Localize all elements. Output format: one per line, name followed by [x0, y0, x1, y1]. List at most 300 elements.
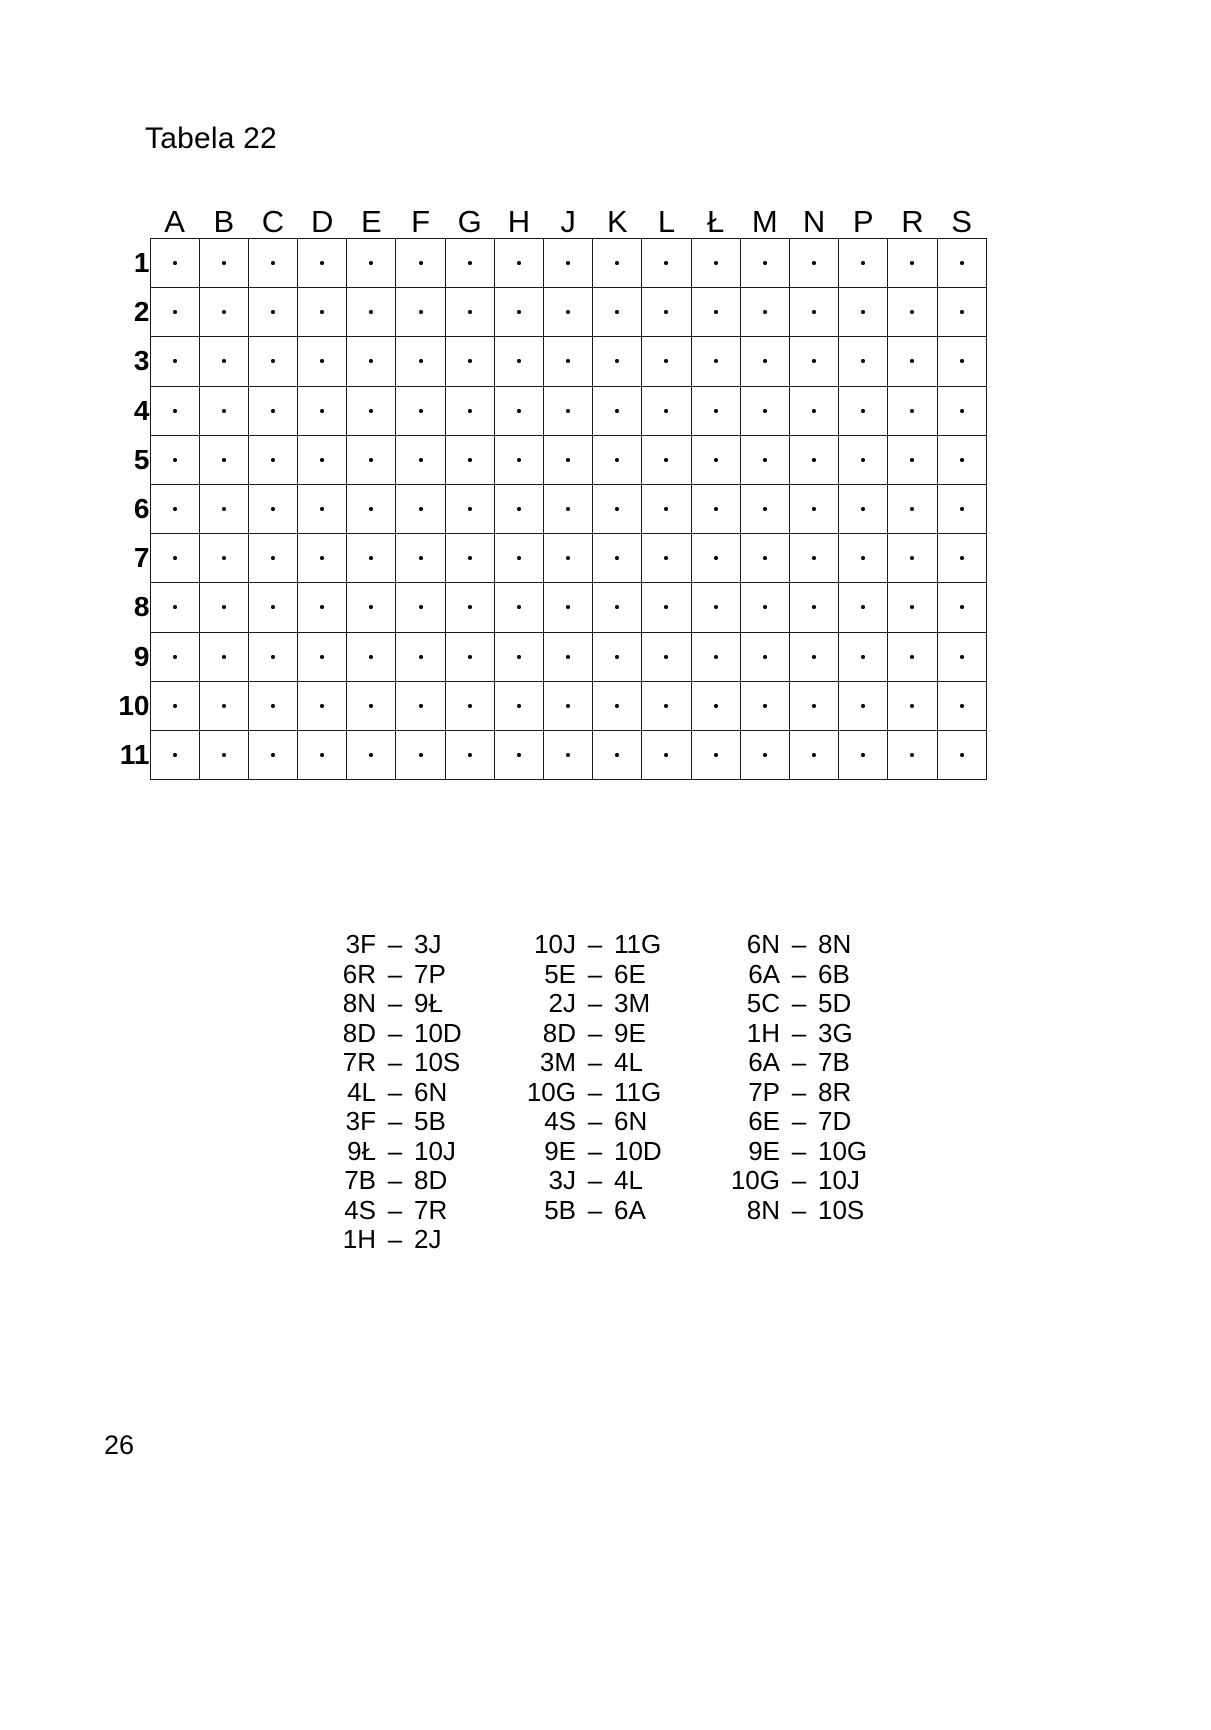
- grid-cell[interactable]: [298, 583, 347, 632]
- grid-cell[interactable]: [248, 681, 297, 730]
- grid-row: [100, 730, 986, 779]
- grid-cell[interactable]: [150, 239, 199, 288]
- grid-cell[interactable]: [691, 632, 740, 681]
- dot-marker-icon: [222, 605, 226, 609]
- dot-marker-icon: [714, 753, 718, 757]
- grid-cell[interactable]: [593, 681, 642, 730]
- pair-to: 8R: [818, 1076, 852, 1107]
- grid-cell[interactable]: [298, 435, 347, 484]
- grid-cell[interactable]: [347, 730, 396, 779]
- grid-cell[interactable]: [839, 435, 888, 484]
- dot-marker-icon: [566, 556, 570, 560]
- grid-cell[interactable]: [396, 632, 445, 681]
- dot-marker-icon: [714, 655, 718, 659]
- grid-row: [100, 583, 986, 632]
- grid-cell[interactable]: [839, 386, 888, 435]
- grid-cell[interactable]: [347, 435, 396, 484]
- grid-cell[interactable]: [740, 435, 789, 484]
- grid-cell[interactable]: [740, 386, 789, 435]
- grid-cell[interactable]: [445, 681, 494, 730]
- grid-cell[interactable]: [937, 337, 986, 386]
- grid-cell[interactable]: [396, 386, 445, 435]
- grid-cell[interactable]: [248, 337, 297, 386]
- grid-cell[interactable]: [199, 239, 248, 288]
- grid-cell[interactable]: [347, 337, 396, 386]
- pair-from: 6R: [342, 958, 376, 989]
- grid-cell[interactable]: [396, 583, 445, 632]
- grid-row: [100, 288, 986, 337]
- grid-cell[interactable]: [740, 681, 789, 730]
- pair-from: 7R: [342, 1047, 376, 1077]
- grid-cell[interactable]: [839, 583, 888, 632]
- dot-marker-icon: [615, 409, 619, 413]
- grid-cell[interactable]: [593, 239, 642, 288]
- grid-cell[interactable]: [396, 337, 445, 386]
- grid-cell[interactable]: [642, 435, 691, 484]
- grid-cell[interactable]: [445, 632, 494, 681]
- dot-marker-icon: [419, 458, 423, 462]
- grid-cell[interactable]: [494, 681, 543, 730]
- grid-cell[interactable]: [199, 288, 248, 337]
- grid-cell[interactable]: [544, 534, 593, 583]
- grid-cell[interactable]: [347, 534, 396, 583]
- pair-from: 9E: [748, 1135, 780, 1166]
- pair-row: [318, 1137, 486, 1167]
- grid-cell[interactable]: [839, 534, 888, 583]
- grid-cell[interactable]: [888, 583, 937, 632]
- grid-cell[interactable]: [298, 239, 347, 288]
- grid-cell[interactable]: [691, 534, 740, 583]
- dot-marker-icon: [566, 409, 570, 413]
- dot-marker-icon: [812, 556, 816, 560]
- dot-marker-icon: [173, 605, 177, 609]
- dot-marker-icon: [763, 605, 767, 609]
- grid-cell[interactable]: [888, 534, 937, 583]
- grid-cell[interactable]: [937, 730, 986, 779]
- grid-cell[interactable]: [740, 632, 789, 681]
- dot-marker-icon: [861, 458, 865, 462]
- grid-header-row-group: [100, 196, 986, 239]
- dot-marker-icon: [615, 310, 619, 314]
- dot-marker-icon: [861, 359, 865, 363]
- grid-cell[interactable]: [150, 435, 199, 484]
- grid-cell[interactable]: [691, 730, 740, 779]
- dot-marker-icon: [960, 458, 964, 462]
- grid-cell[interactable]: [888, 730, 937, 779]
- grid-column-header: M: [751, 204, 778, 239]
- pair-from: 8D: [542, 1017, 576, 1048]
- pairs-column-1: [318, 930, 486, 1255]
- pair-from: 5B: [544, 1194, 576, 1225]
- grid-cell[interactable]: [347, 681, 396, 730]
- dot-marker-icon: [173, 556, 177, 560]
- grid-cell[interactable]: [691, 386, 740, 435]
- grid-cell[interactable]: [593, 730, 642, 779]
- grid-cell[interactable]: [888, 239, 937, 288]
- grid-cell[interactable]: [642, 386, 691, 435]
- pair-row: [318, 989, 486, 1019]
- grid-cell[interactable]: [937, 484, 986, 533]
- dot-marker-icon: [812, 261, 816, 265]
- grid-cell[interactable]: [298, 386, 347, 435]
- grid-cell[interactable]: [888, 288, 937, 337]
- grid-cell[interactable]: [445, 435, 494, 484]
- dot-marker-icon: [369, 310, 373, 314]
- grid-cell[interactable]: [544, 288, 593, 337]
- dot-marker-icon: [468, 310, 472, 314]
- grid-cell[interactable]: [642, 632, 691, 681]
- dot-marker-icon: [173, 753, 177, 757]
- pair-to: 10G: [818, 1135, 868, 1166]
- grid-cell[interactable]: [740, 583, 789, 632]
- dot-marker-icon: [173, 409, 177, 413]
- grid-cell[interactable]: [494, 337, 543, 386]
- dot-marker-icon: [517, 704, 521, 708]
- dot-marker-icon: [615, 261, 619, 265]
- pair-to: 10J: [414, 1135, 456, 1166]
- grid-cell[interactable]: [445, 534, 494, 583]
- grid-cell[interactable]: [199, 337, 248, 386]
- pair-to: 10S: [414, 1047, 461, 1077]
- dot-marker-icon: [566, 261, 570, 265]
- dot-marker-icon: [615, 458, 619, 462]
- pair-separator: –: [587, 988, 603, 1018]
- grid-cell[interactable]: [642, 288, 691, 337]
- grid-cell[interactable]: [150, 632, 199, 681]
- grid-cell[interactable]: [494, 632, 543, 681]
- grid-cell[interactable]: [150, 337, 199, 386]
- pair-to: 3M: [614, 988, 651, 1018]
- grid-cell[interactable]: [642, 583, 691, 632]
- dot-marker-icon: [714, 458, 718, 462]
- pair-from: 9Ł: [347, 1135, 376, 1166]
- grid-cell[interactable]: [691, 583, 740, 632]
- grid-cell[interactable]: [937, 632, 986, 681]
- grid-cell[interactable]: [494, 534, 543, 583]
- grid-cell[interactable]: [789, 583, 838, 632]
- dot-marker-icon: [664, 359, 668, 363]
- grid-cell[interactable]: [199, 632, 248, 681]
- grid-cell[interactable]: [298, 681, 347, 730]
- dot-marker-icon: [517, 655, 521, 659]
- grid-column-header: E: [361, 204, 382, 239]
- grid-cell[interactable]: [544, 239, 593, 288]
- grid-cell[interactable]: [888, 632, 937, 681]
- grid-cell[interactable]: [445, 386, 494, 435]
- grid-cell[interactable]: [248, 632, 297, 681]
- dot-marker-icon: [271, 458, 275, 462]
- grid-cell[interactable]: [150, 681, 199, 730]
- grid-cell[interactable]: [839, 730, 888, 779]
- grid-cell[interactable]: [248, 583, 297, 632]
- grid-cell[interactable]: [544, 681, 593, 730]
- grid-cell[interactable]: [396, 239, 445, 288]
- dot-marker-icon: [369, 655, 373, 659]
- pair-separator: –: [387, 988, 403, 1018]
- grid-cell[interactable]: [396, 681, 445, 730]
- grid-cell[interactable]: [691, 337, 740, 386]
- grid-column-header: S: [951, 204, 972, 239]
- dot-marker-icon: [468, 556, 472, 560]
- pair-row: [710, 1196, 890, 1226]
- grid-cell[interactable]: [445, 239, 494, 288]
- grid-cell[interactable]: [199, 386, 248, 435]
- grid-cell[interactable]: [544, 583, 593, 632]
- pair-from: 7B: [344, 1165, 376, 1195]
- grid-cell[interactable]: [593, 534, 642, 583]
- dot-marker-icon: [960, 704, 964, 708]
- dot-marker-icon: [664, 507, 668, 511]
- grid-cell[interactable]: [347, 288, 396, 337]
- grid-cell[interactable]: [248, 239, 297, 288]
- grid-cell[interactable]: [937, 435, 986, 484]
- dot-marker-icon: [714, 310, 718, 314]
- grid-cell[interactable]: [248, 730, 297, 779]
- grid-cell[interactable]: [298, 632, 347, 681]
- grid-cell[interactable]: [199, 534, 248, 583]
- grid-cell[interactable]: [445, 583, 494, 632]
- grid-cell[interactable]: [691, 484, 740, 533]
- grid-cell[interactable]: [544, 632, 593, 681]
- dot-marker-icon: [763, 359, 767, 363]
- grid-cell[interactable]: [494, 239, 543, 288]
- pair-separator: –: [387, 1106, 403, 1136]
- grid-cell[interactable]: [937, 386, 986, 435]
- grid-cell[interactable]: [494, 730, 543, 779]
- grid-cell[interactable]: [593, 386, 642, 435]
- grid-cell[interactable]: [839, 288, 888, 337]
- pair-from: 4S: [544, 1106, 576, 1136]
- dot-marker-icon: [812, 359, 816, 363]
- dot-marker-icon: [861, 753, 865, 757]
- grid-cell[interactable]: [347, 484, 396, 533]
- grid-row-header: 6: [133, 493, 150, 525]
- grid-cell[interactable]: [789, 337, 838, 386]
- dot-marker-icon: [812, 409, 816, 413]
- pair-from: 10G: [730, 1165, 780, 1195]
- grid-cell[interactable]: [789, 484, 838, 533]
- grid-column-header: F: [411, 204, 430, 239]
- grid-cell[interactable]: [642, 484, 691, 533]
- grid-cell[interactable]: [544, 484, 593, 533]
- dot-marker-icon: [320, 310, 324, 314]
- grid-cell[interactable]: [937, 288, 986, 337]
- pair-to: 6A: [614, 1194, 646, 1225]
- grid-cell[interactable]: [642, 681, 691, 730]
- grid-cell[interactable]: [298, 730, 347, 779]
- grid-cell[interactable]: [150, 730, 199, 779]
- dot-marker-icon: [960, 409, 964, 413]
- dot-marker-icon: [369, 556, 373, 560]
- dot-marker-icon: [763, 310, 767, 314]
- grid-cell[interactable]: [937, 239, 986, 288]
- grid-cell[interactable]: [937, 681, 986, 730]
- grid-cell[interactable]: [150, 484, 199, 533]
- dot-marker-icon: [763, 655, 767, 659]
- grid-cell[interactable]: [593, 583, 642, 632]
- pair-row: [318, 1225, 486, 1255]
- grid-cell[interactable]: [396, 288, 445, 337]
- grid-cell[interactable]: [396, 435, 445, 484]
- grid-cell[interactable]: [839, 337, 888, 386]
- grid-cell[interactable]: [494, 435, 543, 484]
- grid-cell[interactable]: [740, 288, 789, 337]
- grid-cell[interactable]: [691, 239, 740, 288]
- grid-row-header: 10: [118, 689, 150, 721]
- pairs-column-2: [510, 930, 686, 1225]
- pair-row: [510, 930, 686, 960]
- grid-cell[interactable]: [298, 337, 347, 386]
- grid-cell[interactable]: [199, 681, 248, 730]
- grid-cell[interactable]: [789, 435, 838, 484]
- grid-cell[interactable]: [544, 730, 593, 779]
- dot-marker-icon: [320, 704, 324, 708]
- dot-marker-icon: [271, 655, 275, 659]
- dot-marker-icon: [468, 409, 472, 413]
- grid-cell[interactable]: [937, 583, 986, 632]
- grid-cell[interactable]: [789, 681, 838, 730]
- grid-cell[interactable]: [593, 337, 642, 386]
- grid-cell[interactable]: [937, 534, 986, 583]
- dot-marker-icon: [664, 261, 668, 265]
- dot-marker-icon: [320, 753, 324, 757]
- grid-cell[interactable]: [740, 534, 789, 583]
- grid-cell[interactable]: [691, 288, 740, 337]
- dot-marker-icon: [714, 605, 718, 609]
- grid-cell[interactable]: [298, 534, 347, 583]
- grid-cell[interactable]: [839, 484, 888, 533]
- grid-cell[interactable]: [593, 632, 642, 681]
- grid-cell[interactable]: [199, 435, 248, 484]
- grid-cell[interactable]: [593, 484, 642, 533]
- grid-cell[interactable]: [445, 730, 494, 779]
- grid-cell[interactable]: [298, 484, 347, 533]
- grid-cell[interactable]: [888, 435, 937, 484]
- grid-cell[interactable]: [248, 435, 297, 484]
- dot-marker-icon: [960, 753, 964, 757]
- grid-cell[interactable]: [642, 239, 691, 288]
- grid-cell[interactable]: [642, 730, 691, 779]
- grid-cell[interactable]: [396, 730, 445, 779]
- grid-cell[interactable]: [199, 583, 248, 632]
- grid-cell[interactable]: [494, 583, 543, 632]
- grid-cell[interactable]: [445, 337, 494, 386]
- dot-marker-icon: [714, 261, 718, 265]
- dot-marker-icon: [566, 507, 570, 511]
- grid-cell[interactable]: [740, 337, 789, 386]
- grid-cell[interactable]: [691, 681, 740, 730]
- grid-cell[interactable]: [347, 632, 396, 681]
- dot-marker-icon: [173, 507, 177, 511]
- dot-marker-icon: [664, 704, 668, 708]
- grid-cell[interactable]: [445, 288, 494, 337]
- grid-cell[interactable]: [593, 288, 642, 337]
- pair-from: 3M: [539, 1047, 576, 1077]
- pair-row: [510, 1107, 686, 1137]
- grid-cell[interactable]: [789, 730, 838, 779]
- grid-cell[interactable]: [150, 386, 199, 435]
- pair-from: 3J: [548, 1165, 576, 1195]
- grid-cell[interactable]: [248, 534, 297, 583]
- grid-row-header: 9: [133, 640, 150, 672]
- grid-cell[interactable]: [494, 386, 543, 435]
- grid-cell[interactable]: [396, 484, 445, 533]
- grid-cell[interactable]: [740, 239, 789, 288]
- grid-cell[interactable]: [150, 583, 199, 632]
- grid-cell[interactable]: [740, 730, 789, 779]
- dot-marker-icon: [517, 261, 521, 265]
- pair-row: [510, 1137, 686, 1167]
- grid-cell[interactable]: [691, 435, 740, 484]
- pair-separator: –: [387, 1076, 403, 1107]
- dot-marker-icon: [419, 605, 423, 609]
- grid-cell[interactable]: [839, 681, 888, 730]
- grid-cell[interactable]: [248, 386, 297, 435]
- grid-cell[interactable]: [789, 632, 838, 681]
- grid-cell[interactable]: [347, 386, 396, 435]
- pair-to: 6B: [818, 958, 850, 989]
- pair-from: 6N: [746, 929, 780, 959]
- grid-cell[interactable]: [593, 435, 642, 484]
- grid-cell[interactable]: [347, 239, 396, 288]
- pair-row: [710, 1048, 890, 1078]
- grid-cell[interactable]: [544, 435, 593, 484]
- pair-from: 4L: [347, 1076, 376, 1107]
- grid-cell[interactable]: [642, 337, 691, 386]
- dot-marker-icon: [222, 359, 226, 363]
- grid-cell[interactable]: [494, 484, 543, 533]
- dot-marker-icon: [566, 605, 570, 609]
- grid-cell[interactable]: [298, 288, 347, 337]
- dot-marker-icon: [369, 605, 373, 609]
- grid-cell[interactable]: [396, 534, 445, 583]
- grid-cell[interactable]: [544, 386, 593, 435]
- pair-to: 9Ł: [414, 988, 443, 1018]
- grid-cell[interactable]: [888, 681, 937, 730]
- grid-cell[interactable]: [789, 288, 838, 337]
- dot-marker-icon: [910, 359, 914, 363]
- grid-cell[interactable]: [888, 484, 937, 533]
- grid-cell[interactable]: [248, 484, 297, 533]
- grid-cell[interactable]: [839, 632, 888, 681]
- grid-cell[interactable]: [494, 288, 543, 337]
- grid-cell[interactable]: [199, 730, 248, 779]
- grid-cell[interactable]: [789, 534, 838, 583]
- grid-cell[interactable]: [789, 386, 838, 435]
- dot-marker-icon: [369, 261, 373, 265]
- grid-cell[interactable]: [888, 386, 937, 435]
- pair-row: [510, 1078, 686, 1108]
- grid-cell[interactable]: [150, 534, 199, 583]
- grid-cell[interactable]: [888, 337, 937, 386]
- grid-cell[interactable]: [740, 484, 789, 533]
- grid-cell[interactable]: [347, 583, 396, 632]
- grid-cell[interactable]: [199, 484, 248, 533]
- grid-cell[interactable]: [789, 239, 838, 288]
- grid-cell[interactable]: [544, 337, 593, 386]
- dot-marker-icon: [222, 458, 226, 462]
- grid-cell[interactable]: [642, 534, 691, 583]
- grid-cell[interactable]: [248, 288, 297, 337]
- dot-marker-icon: [320, 359, 324, 363]
- dot-marker-icon: [714, 556, 718, 560]
- grid-cell[interactable]: [150, 288, 199, 337]
- grid-cell[interactable]: [839, 239, 888, 288]
- dot-marker-icon: [861, 556, 865, 560]
- grid-cell[interactable]: [445, 484, 494, 533]
- dot-marker-icon: [861, 507, 865, 511]
- dot-marker-icon: [763, 704, 767, 708]
